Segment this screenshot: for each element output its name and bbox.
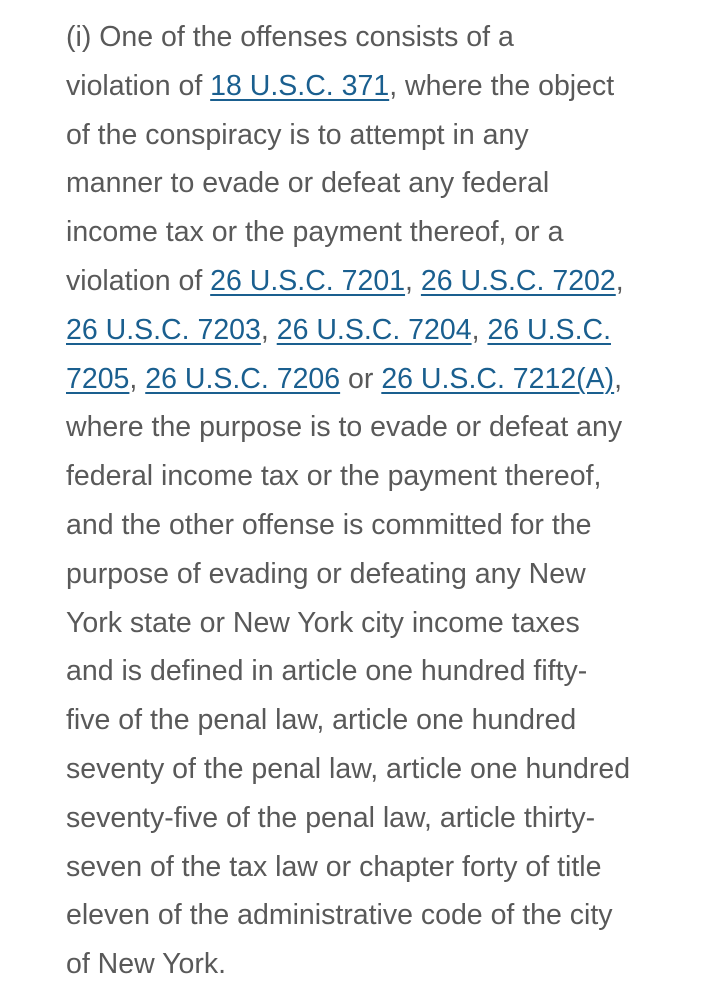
text-line	[66, 843, 666, 892]
text-run: seventy-five of the penal law, article thirty-	[66, 801, 596, 834]
text-line	[66, 745, 666, 794]
link-26-usc-7203[interactable]: 26 U.S.C. 7203	[66, 313, 261, 346]
text-run: federal income tax or the payment thereof,	[66, 460, 602, 493]
text-run: of New York.	[66, 948, 227, 981]
text-run: violation of	[66, 69, 211, 102]
text-run: purpose of evading or defeating any New	[66, 557, 586, 590]
text-line	[66, 111, 666, 160]
text-run: five of the penal law, article one hundred	[66, 704, 577, 737]
text-run: ,	[260, 313, 277, 346]
text-line	[66, 599, 666, 648]
text-run: (i) One of the offenses consists of a	[66, 21, 514, 53]
text-line	[66, 403, 666, 452]
text-run: seventy of the penal law, article one hundred	[66, 752, 631, 785]
text-line	[66, 355, 666, 404]
text-run: and is defined in article one hundred fifty-	[66, 655, 588, 688]
text-line	[66, 62, 666, 111]
text-line	[66, 891, 666, 940]
link-26-usc-7204[interactable]: 26 U.S.C. 7204	[276, 313, 472, 346]
text-run: or	[340, 362, 382, 395]
link-26-usc-7205[interactable]: 26 U.S.C.	[487, 313, 611, 346]
text-line	[66, 501, 666, 550]
text-run: ,	[129, 362, 146, 395]
link-26-usc-7201[interactable]: 26 U.S.C. 7201	[210, 264, 406, 297]
text-line	[66, 159, 666, 208]
text-line	[66, 13, 666, 62]
text-run: eleven of the administrative code of the city	[66, 899, 613, 932]
text-run: seven of the tax law or chapter forty of title	[66, 850, 602, 883]
text-line	[66, 940, 666, 989]
text-run: and the other offense is committed for the	[66, 508, 592, 541]
text-run: , where the object	[389, 69, 615, 102]
text-run: ,	[405, 264, 421, 297]
text-run: manner to evade or defeat any federal	[66, 167, 550, 200]
text-line	[66, 452, 666, 501]
text-run: ,	[471, 313, 488, 346]
text-run: ,	[614, 362, 623, 395]
text-line	[66, 647, 666, 696]
link-26-usc-7206[interactable]: 26 U.S.C. 7206	[145, 362, 341, 395]
text-run: York state or New York city income taxes	[66, 606, 580, 639]
text-run: ,	[615, 264, 624, 297]
statute-paragraph	[66, 13, 666, 989]
link-26-usc-7202[interactable]: 26 U.S.C. 7202	[420, 264, 616, 297]
link-26-usc-7212a[interactable]: 26 U.S.C. 7212(A)	[381, 362, 615, 395]
text-line	[66, 550, 666, 599]
text-line	[66, 794, 666, 843]
text-line	[66, 208, 666, 257]
text-line	[66, 306, 666, 355]
text-run: where the purpose is to evade or defeat any	[66, 411, 623, 444]
text-run: income tax or the payment thereof, or a	[66, 216, 564, 249]
text-run: violation of	[66, 264, 211, 297]
text-line	[66, 696, 666, 745]
link-26-usc-7205[interactable]: 7205	[66, 362, 130, 395]
link-18-usc-371[interactable]: 18 U.S.C. 371	[210, 69, 390, 102]
text-line	[66, 257, 666, 306]
text-run: of the conspiracy is to attempt in any	[66, 118, 529, 151]
